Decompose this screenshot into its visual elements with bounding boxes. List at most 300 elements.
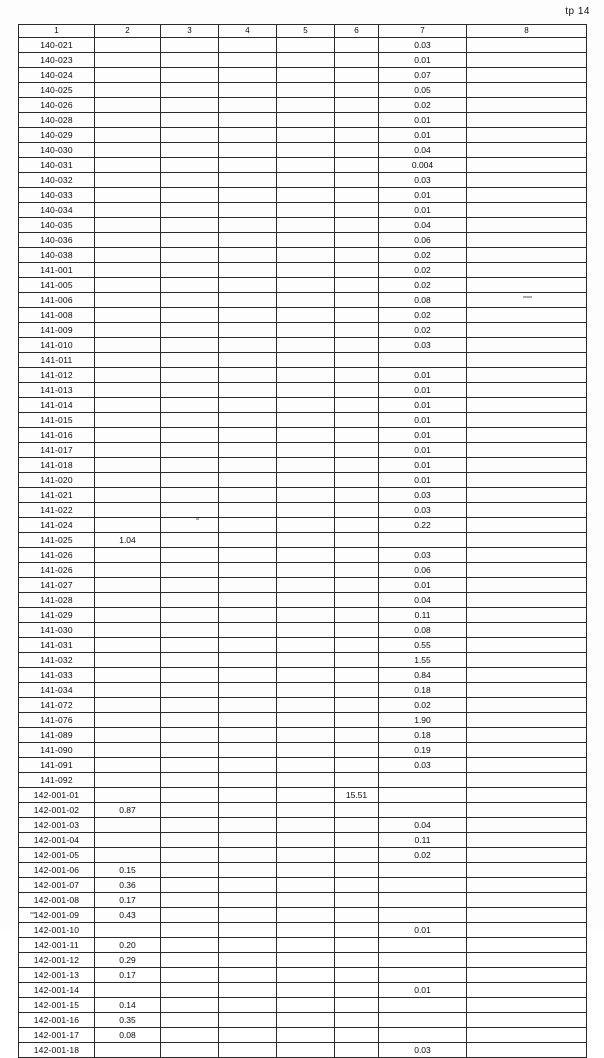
value-cell-7: 0.18 — [379, 728, 467, 743]
value-cell-3 — [161, 38, 219, 53]
value-cell-6 — [335, 518, 379, 533]
value-cell-2: 0.20 — [95, 938, 161, 953]
value-cell-8 — [467, 488, 587, 503]
value-cell-4 — [219, 698, 277, 713]
value-cell-7: 0.04 — [379, 218, 467, 233]
value-cell-3 — [161, 728, 219, 743]
row-id-cell: 140-029 — [19, 128, 95, 143]
value-cell-6 — [335, 53, 379, 68]
table-header-row — [19, 25, 587, 38]
value-cell-8 — [467, 848, 587, 863]
value-cell-7: 0.01 — [379, 383, 467, 398]
value-cell-2 — [95, 278, 161, 293]
value-cell-2 — [95, 353, 161, 368]
value-cell-8 — [467, 743, 587, 758]
value-cell-8 — [467, 308, 587, 323]
table-row — [19, 503, 587, 518]
value-cell-7 — [379, 533, 467, 548]
scan-speck — [523, 296, 532, 298]
value-cell-7: 0.01 — [379, 983, 467, 998]
value-cell-4 — [219, 428, 277, 443]
row-id-cell: 140-021 — [19, 38, 95, 53]
value-cell-8 — [467, 548, 587, 563]
value-cell-8 — [467, 173, 587, 188]
value-cell-3 — [161, 368, 219, 383]
value-cell-2 — [95, 638, 161, 653]
table-row — [19, 188, 587, 203]
value-cell-5 — [277, 773, 335, 788]
value-cell-8 — [467, 953, 587, 968]
value-cell-2 — [95, 428, 161, 443]
value-cell-4 — [219, 203, 277, 218]
table-row — [19, 803, 587, 818]
value-cell-2 — [95, 383, 161, 398]
value-cell-4 — [219, 893, 277, 908]
value-cell-3 — [161, 998, 219, 1013]
value-cell-6 — [335, 743, 379, 758]
value-cell-5 — [277, 848, 335, 863]
value-cell-6 — [335, 983, 379, 998]
row-id-cell: 141-072 — [19, 698, 95, 713]
row-id-cell: 141-026 — [19, 563, 95, 578]
value-cell-4 — [219, 473, 277, 488]
value-cell-8 — [467, 938, 587, 953]
value-cell-3 — [161, 128, 219, 143]
row-id-cell: 140-025 — [19, 83, 95, 98]
value-cell-3 — [161, 278, 219, 293]
value-cell-6 — [335, 68, 379, 83]
row-id-cell: 142-001-02 — [19, 803, 95, 818]
value-cell-8 — [467, 98, 587, 113]
table-row — [19, 533, 587, 548]
value-cell-2: 0.29 — [95, 953, 161, 968]
table-body — [19, 38, 587, 1058]
value-cell-6 — [335, 338, 379, 353]
value-cell-7: 0.02 — [379, 323, 467, 338]
value-cell-5 — [277, 428, 335, 443]
value-cell-6 — [335, 893, 379, 908]
value-cell-4 — [219, 1013, 277, 1028]
table-row — [19, 863, 587, 878]
value-cell-2 — [95, 623, 161, 638]
value-cell-6 — [335, 353, 379, 368]
value-cell-3 — [161, 713, 219, 728]
value-cell-3 — [161, 953, 219, 968]
column-header-3: 3 — [161, 25, 219, 38]
value-cell-4 — [219, 548, 277, 563]
value-cell-6 — [335, 458, 379, 473]
value-cell-7: 0.02 — [379, 278, 467, 293]
value-cell-4 — [219, 563, 277, 578]
value-cell-2 — [95, 818, 161, 833]
value-cell-7: 0.06 — [379, 563, 467, 578]
row-id-cell: 142-001-14 — [19, 983, 95, 998]
table-row — [19, 638, 587, 653]
value-cell-7: 0.02 — [379, 308, 467, 323]
value-cell-5 — [277, 863, 335, 878]
table-row — [19, 383, 587, 398]
table-row — [19, 878, 587, 893]
value-cell-8 — [467, 983, 587, 998]
value-cell-6 — [335, 293, 379, 308]
value-cell-7: 0.03 — [379, 338, 467, 353]
value-cell-3 — [161, 293, 219, 308]
value-cell-4 — [219, 518, 277, 533]
table-row — [19, 368, 587, 383]
value-cell-5 — [277, 968, 335, 983]
value-cell-7: 0.03 — [379, 758, 467, 773]
table-row — [19, 563, 587, 578]
value-cell-3 — [161, 578, 219, 593]
table-row — [19, 218, 587, 233]
value-cell-3 — [161, 923, 219, 938]
row-id-cell: 141-014 — [19, 398, 95, 413]
table-row — [19, 713, 587, 728]
row-id-cell: 141-024 — [19, 518, 95, 533]
value-cell-6 — [335, 923, 379, 938]
row-id-cell: 141-034 — [19, 683, 95, 698]
value-cell-8 — [467, 773, 587, 788]
table-row — [19, 293, 587, 308]
value-cell-7 — [379, 788, 467, 803]
value-cell-6 — [335, 593, 379, 608]
value-cell-2 — [95, 983, 161, 998]
row-id-cell: 140-028 — [19, 113, 95, 128]
table-row — [19, 68, 587, 83]
row-id-cell: 141-032 — [19, 653, 95, 668]
value-cell-7: 0.84 — [379, 668, 467, 683]
value-cell-3 — [161, 818, 219, 833]
value-cell-4 — [219, 818, 277, 833]
value-cell-3 — [161, 908, 219, 923]
value-cell-3 — [161, 563, 219, 578]
value-cell-2 — [95, 293, 161, 308]
value-cell-6 — [335, 428, 379, 443]
value-cell-4 — [219, 248, 277, 263]
value-cell-4 — [219, 848, 277, 863]
value-cell-2 — [95, 848, 161, 863]
value-cell-7: 0.02 — [379, 698, 467, 713]
value-cell-5 — [277, 263, 335, 278]
value-cell-3 — [161, 503, 219, 518]
value-cell-4 — [219, 578, 277, 593]
value-cell-8 — [467, 38, 587, 53]
value-cell-7 — [379, 1013, 467, 1028]
value-cell-6 — [335, 383, 379, 398]
value-cell-3 — [161, 158, 219, 173]
value-cell-8 — [467, 233, 587, 248]
value-cell-7: 0.01 — [379, 443, 467, 458]
value-cell-4 — [219, 398, 277, 413]
value-cell-6 — [335, 113, 379, 128]
value-cell-4 — [219, 143, 277, 158]
value-cell-4 — [219, 1028, 277, 1043]
table-row — [19, 653, 587, 668]
value-cell-2 — [95, 458, 161, 473]
value-cell-3 — [161, 623, 219, 638]
value-cell-4 — [219, 983, 277, 998]
row-id-cell: 141-092 — [19, 773, 95, 788]
value-cell-6 — [335, 143, 379, 158]
table-row — [19, 473, 587, 488]
value-cell-7 — [379, 953, 467, 968]
value-cell-4 — [219, 278, 277, 293]
table-row — [19, 998, 587, 1013]
value-cell-6 — [335, 683, 379, 698]
table-row — [19, 893, 587, 908]
value-cell-5 — [277, 368, 335, 383]
value-cell-2 — [95, 38, 161, 53]
value-cell-7 — [379, 893, 467, 908]
value-cell-7: 0.01 — [379, 413, 467, 428]
value-cell-2 — [95, 218, 161, 233]
value-cell-8 — [467, 113, 587, 128]
value-cell-4 — [219, 533, 277, 548]
value-cell-3 — [161, 1028, 219, 1043]
value-cell-8 — [467, 353, 587, 368]
value-cell-7 — [379, 908, 467, 923]
value-cell-8 — [467, 563, 587, 578]
value-cell-5 — [277, 908, 335, 923]
value-cell-2: 0.43 — [95, 908, 161, 923]
value-cell-4 — [219, 863, 277, 878]
value-cell-2 — [95, 398, 161, 413]
value-cell-7: 0.55 — [379, 638, 467, 653]
value-cell-6 — [335, 323, 379, 338]
table-row — [19, 953, 587, 968]
table-row — [19, 323, 587, 338]
column-header-4: 4 — [219, 25, 277, 38]
table-row — [19, 278, 587, 293]
value-cell-2 — [95, 743, 161, 758]
value-cell-2 — [95, 128, 161, 143]
value-cell-8 — [467, 698, 587, 713]
row-id-cell: 142-001-16 — [19, 1013, 95, 1028]
value-cell-5 — [277, 1028, 335, 1043]
value-cell-8 — [467, 383, 587, 398]
table-row — [19, 443, 587, 458]
value-cell-2 — [95, 53, 161, 68]
value-cell-7: 0.08 — [379, 293, 467, 308]
value-cell-7: 0.02 — [379, 98, 467, 113]
row-id-cell: 141-030 — [19, 623, 95, 638]
value-cell-4 — [219, 833, 277, 848]
value-cell-6 — [335, 698, 379, 713]
table-row — [19, 683, 587, 698]
value-cell-3 — [161, 848, 219, 863]
value-cell-8 — [467, 788, 587, 803]
value-cell-3 — [161, 518, 219, 533]
value-cell-4 — [219, 683, 277, 698]
value-cell-8 — [467, 833, 587, 848]
value-cell-2 — [95, 728, 161, 743]
table-row — [19, 398, 587, 413]
value-cell-6 — [335, 818, 379, 833]
table-row — [19, 143, 587, 158]
row-id-cell: 140-024 — [19, 68, 95, 83]
value-cell-5 — [277, 608, 335, 623]
value-cell-8 — [467, 368, 587, 383]
value-cell-7: 0.05 — [379, 83, 467, 98]
value-cell-8 — [467, 68, 587, 83]
value-cell-8 — [467, 623, 587, 638]
table-row — [19, 248, 587, 263]
value-cell-2: 0.36 — [95, 878, 161, 893]
row-id-cell: 141-022 — [19, 503, 95, 518]
row-id-cell: 140-035 — [19, 218, 95, 233]
value-cell-7: 0.01 — [379, 368, 467, 383]
value-cell-5 — [277, 953, 335, 968]
value-cell-4 — [219, 608, 277, 623]
value-cell-7: 1.55 — [379, 653, 467, 668]
value-cell-4 — [219, 758, 277, 773]
value-cell-8 — [467, 1013, 587, 1028]
value-cell-2 — [95, 338, 161, 353]
value-cell-6 — [335, 1043, 379, 1058]
value-cell-2: 0.87 — [95, 803, 161, 818]
value-cell-6 — [335, 713, 379, 728]
row-id-cell: 140-036 — [19, 233, 95, 248]
value-cell-5 — [277, 128, 335, 143]
table-row — [19, 1013, 587, 1028]
value-cell-3 — [161, 53, 219, 68]
value-cell-7: 0.04 — [379, 593, 467, 608]
value-cell-2 — [95, 173, 161, 188]
column-header-1: 1 — [19, 25, 95, 38]
value-cell-6 — [335, 263, 379, 278]
row-id-cell: 140-034 — [19, 203, 95, 218]
value-cell-4 — [219, 503, 277, 518]
table-row — [19, 518, 587, 533]
value-cell-5 — [277, 938, 335, 953]
value-cell-5 — [277, 698, 335, 713]
value-cell-7: 0.03 — [379, 173, 467, 188]
value-cell-8 — [467, 713, 587, 728]
table-row — [19, 668, 587, 683]
value-cell-6: 15.51 — [335, 788, 379, 803]
value-cell-2: 0.17 — [95, 893, 161, 908]
value-cell-2 — [95, 503, 161, 518]
value-cell-7: 0.03 — [379, 1043, 467, 1058]
row-id-cell: 141-009 — [19, 323, 95, 338]
value-cell-5 — [277, 323, 335, 338]
row-id-cell: 141-021 — [19, 488, 95, 503]
value-cell-5 — [277, 1043, 335, 1058]
value-cell-4 — [219, 173, 277, 188]
table-row — [19, 833, 587, 848]
value-cell-2 — [95, 668, 161, 683]
value-cell-5 — [277, 248, 335, 263]
value-cell-8 — [467, 503, 587, 518]
row-id-cell: 141-025 — [19, 533, 95, 548]
value-cell-4 — [219, 668, 277, 683]
value-cell-5 — [277, 143, 335, 158]
value-cell-2: 1.04 — [95, 533, 161, 548]
value-cell-5 — [277, 278, 335, 293]
row-id-cell: 142-001-18 — [19, 1043, 95, 1058]
row-id-cell: 141-011 — [19, 353, 95, 368]
table-row — [19, 338, 587, 353]
value-cell-4 — [219, 68, 277, 83]
value-cell-7 — [379, 968, 467, 983]
value-cell-5 — [277, 218, 335, 233]
row-id-cell: 142-001-12 — [19, 953, 95, 968]
value-cell-5 — [277, 173, 335, 188]
value-cell-7: 0.01 — [379, 128, 467, 143]
value-cell-7: 0.01 — [379, 473, 467, 488]
row-id-cell: 141-027 — [19, 578, 95, 593]
table-row — [19, 548, 587, 563]
value-cell-8 — [467, 803, 587, 818]
value-cell-7: 0.01 — [379, 578, 467, 593]
value-cell-4 — [219, 773, 277, 788]
value-cell-7: 0.08 — [379, 623, 467, 638]
value-cell-4 — [219, 83, 277, 98]
value-cell-2 — [95, 248, 161, 263]
value-cell-8 — [467, 458, 587, 473]
value-cell-7: 0.03 — [379, 548, 467, 563]
value-cell-5 — [277, 893, 335, 908]
value-cell-3 — [161, 938, 219, 953]
value-cell-4 — [219, 713, 277, 728]
value-cell-8 — [467, 323, 587, 338]
row-id-cell: 142-001-08 — [19, 893, 95, 908]
value-cell-7: 0.004 — [379, 158, 467, 173]
value-cell-7: 1.90 — [379, 713, 467, 728]
value-cell-6 — [335, 203, 379, 218]
value-cell-7: 0.06 — [379, 233, 467, 248]
value-cell-5 — [277, 578, 335, 593]
value-cell-4 — [219, 968, 277, 983]
value-cell-4 — [219, 803, 277, 818]
value-cell-4 — [219, 488, 277, 503]
value-cell-6 — [335, 863, 379, 878]
value-cell-5 — [277, 593, 335, 608]
value-cell-5 — [277, 383, 335, 398]
value-cell-2 — [95, 548, 161, 563]
value-cell-8 — [467, 263, 587, 278]
value-cell-6 — [335, 953, 379, 968]
value-cell-6 — [335, 638, 379, 653]
value-cell-3 — [161, 323, 219, 338]
table-row — [19, 98, 587, 113]
value-cell-4 — [219, 53, 277, 68]
table-row — [19, 788, 587, 803]
value-cell-8 — [467, 293, 587, 308]
value-cell-2 — [95, 1043, 161, 1058]
value-cell-6 — [335, 608, 379, 623]
value-cell-4 — [219, 458, 277, 473]
value-cell-5 — [277, 923, 335, 938]
value-cell-6 — [335, 83, 379, 98]
value-cell-2 — [95, 188, 161, 203]
value-cell-7: 0.01 — [379, 188, 467, 203]
table-row — [19, 428, 587, 443]
value-cell-8 — [467, 728, 587, 743]
value-cell-6 — [335, 548, 379, 563]
value-cell-8 — [467, 338, 587, 353]
value-cell-2 — [95, 68, 161, 83]
row-id-cell: 141-017 — [19, 443, 95, 458]
table-row — [19, 728, 587, 743]
value-cell-2 — [95, 113, 161, 128]
value-cell-4 — [219, 728, 277, 743]
table-row — [19, 233, 587, 248]
value-cell-3 — [161, 863, 219, 878]
row-id-cell: 141-013 — [19, 383, 95, 398]
value-cell-5 — [277, 818, 335, 833]
table-header — [19, 25, 587, 38]
